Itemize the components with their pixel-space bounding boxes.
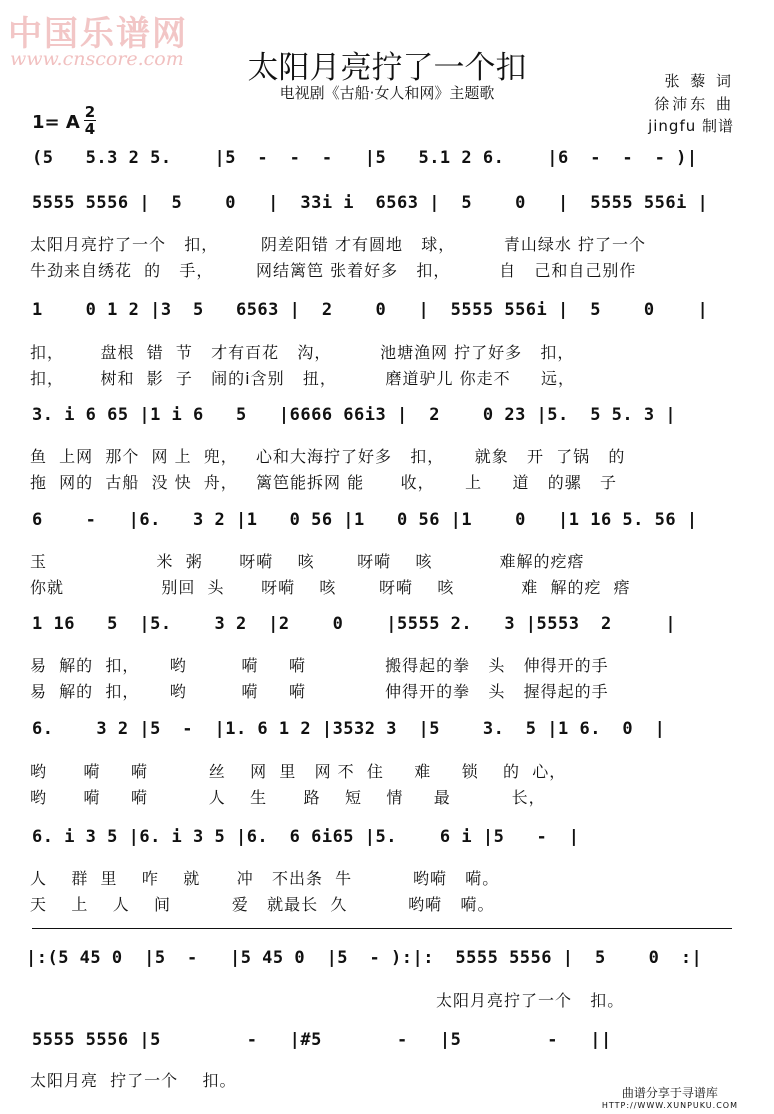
notation-line: (5 5.3 2 5. |5 - - - |5 5.1 2 6. |6 - - - )| (32, 148, 698, 168)
time-signature-top: 2 (84, 103, 96, 121)
score-row (0, 148, 774, 182)
footer-url[interactable]: HTTP://WWW.XUNPUKU.COM (601, 1101, 738, 1110)
lyrics-verse-2 (0, 258, 774, 296)
notation-line: |:(5 45 0 |5 - |5 45 0 |5 - ):|: 5555 5556 | 5 0 :| (26, 948, 703, 968)
lyric-line: 扣， 盘根 错 节 才有百花 沟， 池塘渔网 拧了好多 扣， (30, 343, 575, 362)
notation-line: 5555 5556 |5 - |#5 - |5 - || (32, 1030, 612, 1050)
lyric-line: 人 群 里 咋 就 冲 不出条 牛 哟嗬 嗬。 (30, 869, 500, 888)
score-row (0, 614, 774, 648)
footer-line-1: 曲谱分享于寻谱库 (621, 1086, 718, 1100)
notation-line: 5555 5556 | 5 0 | 33i i 6563 | 5 0 | 5555 556i | (32, 193, 709, 213)
lyrics-verse-1 (0, 988, 774, 1026)
volta-bracket (32, 928, 732, 930)
lyric-line: 哟 嗬 嗬 人 生 路 短 情 最 长， (30, 788, 546, 807)
time-signature-bottom: 4 (84, 120, 96, 138)
notation-line: 1 16 5 |5. 3 2 |2 0 |5555 2. 3 |5553 2 | (32, 614, 677, 634)
watermark-url: www.cnscore.com (10, 48, 184, 70)
lyric-line: 易 解的 扣， 哟 嗬 嗬 搬得起的拳 头 伸得开的手 (30, 656, 609, 675)
score-row (0, 300, 774, 334)
score-row (0, 510, 774, 544)
song-subtitle: 电视剧《古船·女人和网》主题歌 (279, 84, 495, 102)
lyric-line: 哟 嗬 嗬 丝 网 里 网 不 住 难 锁 的 心， (30, 762, 567, 781)
lyric-line: 拖 网的 古船 没 快 舟， 篱笆能拆网 能 收， 上 道 的骡 子 (30, 473, 618, 492)
lyric-line: 天 上 人 间 爱 就最长 久 哟嗬 嗬。 (30, 895, 495, 914)
lyrics-verse-2 (0, 679, 774, 717)
score-row (0, 827, 774, 861)
arranger-credit: jingfu 制谱 (648, 117, 734, 135)
lyrics-verse-2 (0, 366, 774, 404)
score-row (0, 405, 774, 439)
song-title: 太阳月亮拧了一个扣 (247, 50, 527, 86)
lyric-line: 你就 别回 头 呀嗬 咳 呀嗬 咳 难 解的疙 瘩 (30, 578, 631, 597)
composer-credit: 徐沛东 曲 (654, 95, 734, 113)
watermark-site-name: 中国乐谱网 (8, 14, 188, 54)
time-signature (84, 104, 96, 137)
lyric-line: 太阳月亮 拧了一个 扣。 (30, 1071, 237, 1090)
lyric-line: 鱼 上网 那个 网 上 兜， 心和大海拧了好多 扣， 就象 开 了锅 的 (30, 447, 626, 466)
score-row (0, 1030, 774, 1064)
lyrics-verse-2 (0, 892, 774, 930)
footer-credit (602, 1084, 738, 1110)
score-row (0, 719, 774, 753)
notation-line: 6. 3 2 |5 - |1. 6 1 2 |3532 3 |5 3. 5 |1 6. 0 | (32, 719, 666, 739)
lyric-line: 扣， 树和 影 子 闹的i含别 扭， 磨道驴儿 你走不 远， (30, 369, 576, 388)
notation-line: 6 - |6. 3 2 |1 0 56 |1 0 56 |1 0 |1 16 5. 56 | (32, 510, 698, 530)
lyrics-verse-2 (0, 575, 774, 613)
score-row (0, 193, 774, 227)
notation-line: 1 0 1 2 |3 5 6563 | 2 0 | 5555 556i | 5 0 | (32, 300, 709, 320)
key-signature: 1= A (32, 112, 80, 133)
lyrics-verse-2 (0, 470, 774, 508)
lyric-line: 牛劲来自绣花 的 手， 网结篱笆 张着好多 扣， 自 己和自己别作 (30, 261, 637, 280)
lyric-line: 易 解的 扣， 哟 嗬 嗬 伸得开的拳 头 握得起的手 (30, 682, 609, 701)
score-row (0, 948, 774, 982)
lyrics-verse-2 (0, 785, 774, 823)
lyric-line: 太阳月亮拧了一个 扣。 (10, 991, 625, 1010)
notation-line: 3. i 6 65 |1 i 6 5 |6666 66i3 | 2 0 23 |5. 5 5. 3 | (32, 405, 677, 425)
lyric-line: 太阳月亮拧了一个 扣， 阴差阳错 才有圆地 球， 青山绿水 拧了一个 (30, 235, 646, 254)
lyricist-credit: 张 藜 词 (664, 72, 734, 90)
lyric-line: 玉 米 粥 呀嗬 咳 呀嗬 咳 难解的疙瘩 (30, 552, 585, 571)
notation-line: 6. i 3 5 |6. i 3 5 |6. 6 6i65 |5. 6 i |5 - | (32, 827, 580, 847)
